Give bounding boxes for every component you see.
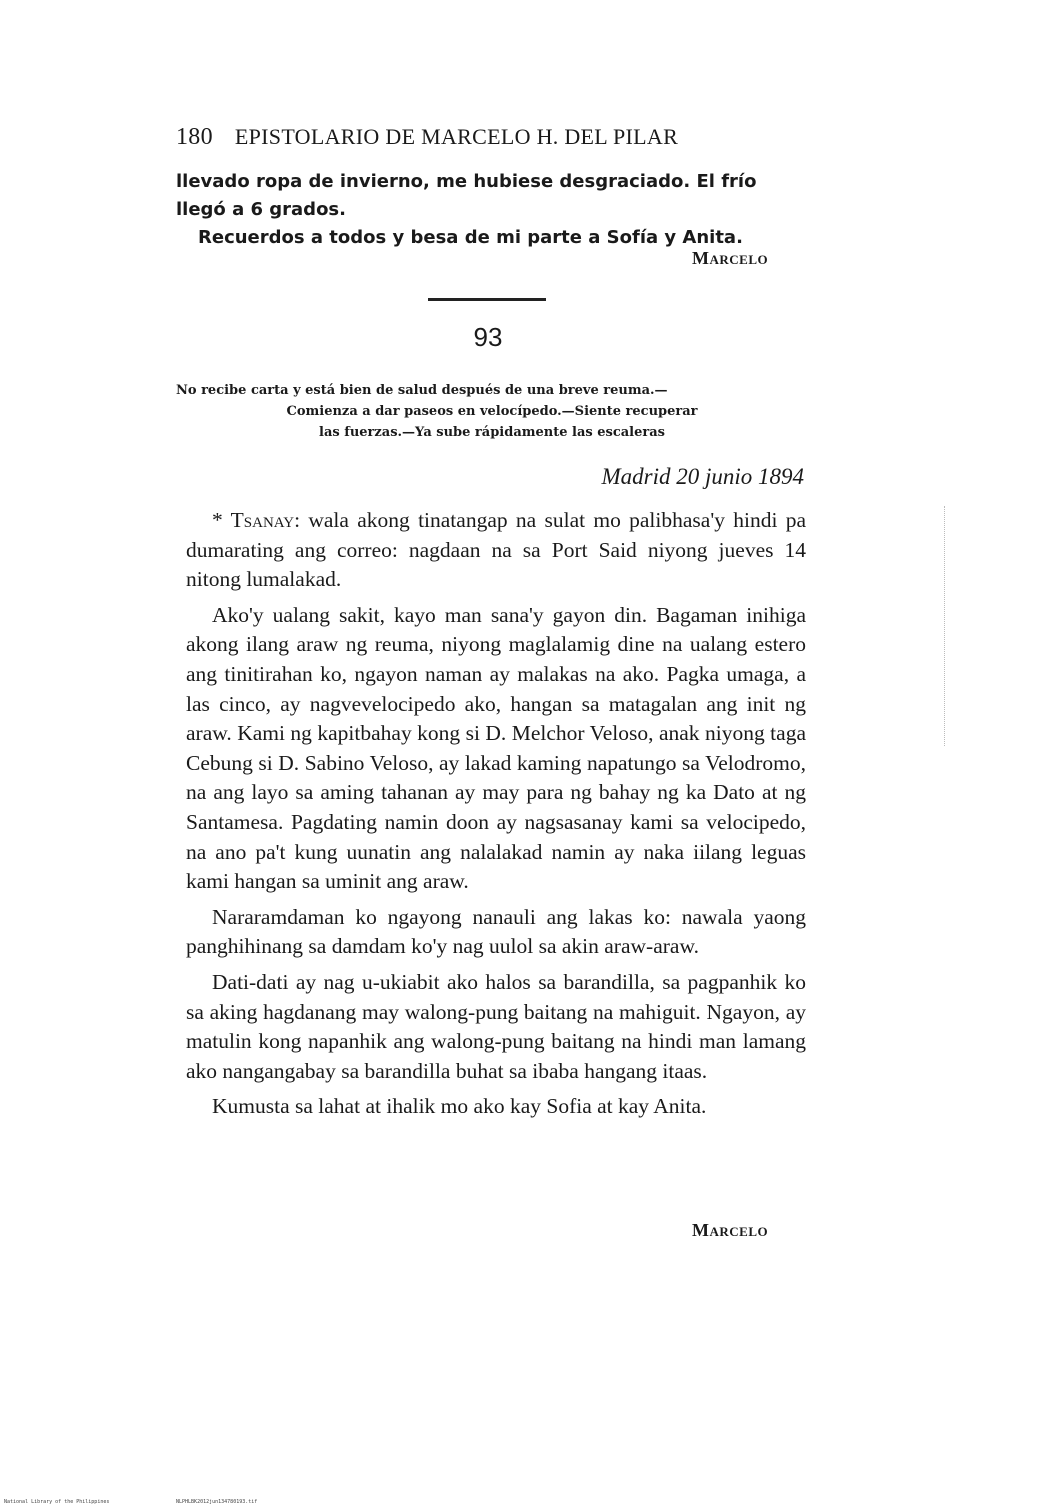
previous-letter-line: llevado ropa de invierno, me hubiese desgraciado. El frío llegó a 6 grados. — [176, 171, 757, 220]
paragraph-1 — [186, 506, 806, 595]
page-number: 180 — [176, 124, 213, 150]
footer-library: National Library of the Philippines — [4, 1499, 110, 1505]
summary-line-1: No recibe carta y está bien de salud después de una breve reuma.— — [176, 383, 668, 398]
letter-body — [186, 506, 806, 1128]
summary-line-3: las fuerzas.—Ya sube rápidamente las escaleras — [319, 425, 665, 440]
dateline: Madrid 20 junio 1894 — [601, 464, 804, 489]
letter-signature: Marcelo — [692, 1220, 769, 1240]
previous-letter-signature: Marcelo — [692, 248, 769, 268]
paragraph-1-text: wala akong tinatangap na sulat mo palibhasa'y hindi pa dumarating ang correo: nagdaan na sa Port Said niyong jueves 14 nitong lumalakad. — [186, 508, 807, 592]
section-divider — [428, 298, 546, 301]
letter-summary — [176, 380, 808, 443]
letter-number: 93 — [473, 322, 503, 352]
running-head — [176, 124, 796, 151]
margin-scan-artifact — [944, 506, 951, 746]
paragraph-2: Ako'y ualang sakit, kayo man sana'y gayon din. Bagaman inihiga akong ilang araw ng reuma, niyong maglalamig dine na ualang estero ang tinitirahan ko, ngayon naman ay malakas na ako. Pagka umaga, a las cinco, ay nagvevelocipedo ako, hangan sa matagalan ang init ng araw. Kami ng kapitbahay kong si D. Melchor Veloso, anak niyong taga Cebung si D. Sabino Veloso, ay lakad kaming napatungo sa Velodromo, na ang layo sa aming tahanan ay may para ng bahay ng ka Dato at ng Santamesa. Pagdating namin doon ay nagsasanay kami sa velocipedo, na ano pa't kung uunatin ang nalalakad namin ay naka iilang leguas kami hangan sa uminit ang araw. — [186, 602, 806, 894]
summary-line-2: Comienza a dar paseos en velocípedo.—Siente recuperar — [286, 404, 698, 419]
paragraph-3: Nararamdaman ko ngayong nanauli ang lakas ko: nawala yaong panghihinang sa damdam ko'y nag uulol sa akin araw-araw. — [186, 904, 806, 959]
footer-file-id: NLPHLBK2012jun13478019З.tif — [176, 1499, 258, 1505]
paragraph-4: Dati-dati ay nag u-ukiabit ako halos sa barandilla, sa pagpanhik ko sa aking hagdanang may walong-pung baitang na mahiguit. Ngayon, ay matulin kong napanhik ang walong-pung baitang na hindi man lamang ako nangangabay sa barandilla buhat sa ibaba hangang itaas. — [186, 969, 806, 1083]
salutation: * Tsanay: — [212, 508, 301, 532]
running-title: EPISTOLARIO DE MARCELO H. DEL PILAR — [234, 124, 679, 149]
previous-letter-closing: Recuerdos a todos y besa de mi parte a Sofía y Anita. — [198, 227, 743, 248]
paragraph-5: Kumusta sa lahat at ihalik mo ako kay Sofia at kay Anita. — [212, 1094, 707, 1119]
previous-letter-ending — [176, 168, 808, 252]
